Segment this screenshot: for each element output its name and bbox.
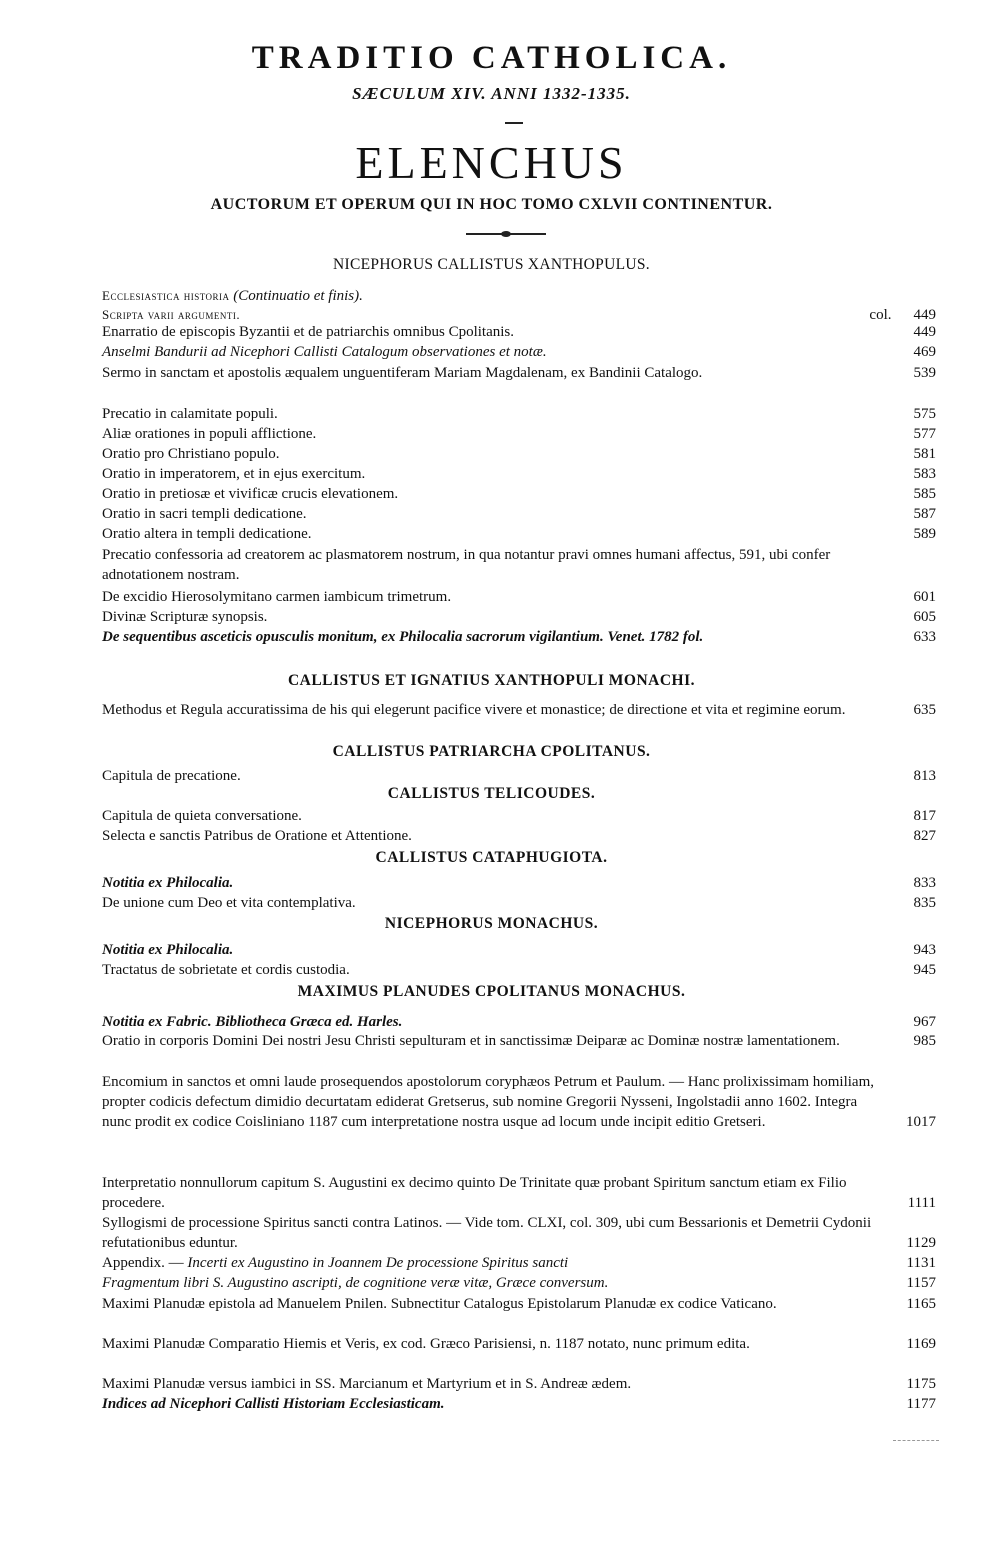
list-item: Syllogismi de processione Spiritus sancti contra Latinos. — Vide tom. CLXI, col. 309, ubi cum Bessarionis et Demetrii Cydonii refutationibus eduntur. 1129	[102, 1215, 936, 1251]
page-subheading: AUCTORUM ET OPERUM QUI IN HOC TOMO CXLVII CONTINENTUR.	[210, 196, 773, 213]
list-item: Methodus et Regula accuratissima de his qui elegerunt pacifice vivere et monastice; de directione et vita et regimine eorum. 635	[102, 702, 936, 718]
list-item: Anselmi Bandurii ad Nicephori Callisti Catalogum observationes et notæ. 469	[102, 344, 936, 360]
list-item: Interpretatio nonnullorum capitum S. Augustini ex decimo quinto De Trinitate quæ probant Spiritum sanctum etiam ex Filio procedere. 1111	[102, 1175, 936, 1211]
list-item: Indices ad Nicephori Callisti Historiam Ecclesiasticam. 1177	[102, 1396, 936, 1412]
list-item: Maximi Planudæ epistola ad Manuelem Pnilen. Subnectitur Catalogus Epistolarum Planudæ ex codice Vaticano. 1165	[102, 1296, 936, 1312]
list-item: Aliæ orationes in populi afflictione. 577	[102, 426, 936, 442]
list-item: Capitula de quieta conversatione. 817	[102, 808, 936, 824]
list-item: Divinæ Scripturæ synopsis. 605	[102, 609, 936, 625]
list-item: Tractatus de sobrietate et cordis custodia. 945	[102, 962, 936, 978]
list-item: De excidio Hierosolymitano carmen iambicum trimetrum. 601	[102, 589, 936, 605]
section-title: CALLISTUS CATAPHUGIOTA.	[375, 849, 608, 866]
list-item: Oratio in corporis Domini Dei nostri Jesu Christi sepulturam et in sanctissimæ Deiparæ ac Dominæ nostræ lamentationem. 985	[102, 1033, 936, 1049]
list-item: Appendix. — Incerti ex Augustino in Joannem De processione Spiritus sancti 1131	[102, 1255, 936, 1271]
section-title: NICEPHORUS MONACHUS.	[384, 915, 599, 932]
list-item: Precatio confessoria ad creatorem ac plasmatorem nostrum, in qua notantur pravi omnes humani affectus, 591, ubi confer adnotationem nostram.	[102, 547, 831, 583]
page-heading: ELENCHUS	[355, 137, 628, 188]
page-end-rule	[893, 1440, 939, 1442]
section-title: CALLISTUS ET IGNATIUS XANTHOPULI MONACHI.	[287, 672, 696, 689]
list-item: De sequentibus asceticis opusculis monitum, ex Philocalia sacrorum vigilantium. Venet. 1782 fol. 633	[102, 629, 936, 645]
ornament-divider	[466, 232, 546, 236]
list-item: Oratio pro Christiano populo. 581	[102, 446, 936, 462]
list-item: Precatio in calamitate populi. 575	[102, 406, 936, 422]
list-item: Notitia ex Fabric. Bibliotheca Græca ed. Harles. 967	[102, 1014, 936, 1030]
list-item: Maximi Planudæ Comparatio Hiemis et Veris, ex cod. Græco Parisiensi, n. 1187 notato, nunc primum edita. 1169	[102, 1336, 936, 1352]
section-title: CALLISTUS PATRIARCHA CPOLITANUS.	[332, 743, 651, 760]
list-item: De unione cum Deo et vita contemplativa. 835	[102, 895, 936, 911]
running-title: TRADITIO CATHOLICA.	[251, 40, 732, 76]
section-title: NICEPHORUS CALLISTUS XANTHOPULUS.	[333, 256, 650, 273]
list-item: Oratio in sacri templi dedicatione. 587	[102, 506, 936, 522]
list-item: Ecclesiastica historia (Continuatio et finis).	[102, 288, 363, 304]
list-item: Enarratio de episcopis Byzantii et de patriarchis omnibus Cpolitanis. 449	[102, 324, 936, 340]
list-item: Selecta e sanctis Patribus de Oratione et Attentione. 827	[102, 828, 936, 844]
section-title: MAXIMUS PLANUDES CPOLITANUS MONACHUS.	[297, 983, 686, 1000]
list-item: Sermo in sanctam et apostolis æqualem unguentiferam Mariam Magdalenam, ex Bandinii Catalogo. 539	[102, 365, 936, 381]
section-title: CALLISTUS TELICOUDES.	[387, 785, 596, 802]
list-item: Maximi Planudæ versus iambici in SS. Marcianum et Martyrium et in S. Andreæ ædem. 1175	[102, 1376, 936, 1392]
list-item: Fragmentum libri S. Augustino ascripti, de cognitione veræ vitæ, Græce conversum. 1157	[102, 1275, 936, 1291]
list-item: Oratio altera in templi dedicatione. 589	[102, 526, 936, 542]
list-item: Oratio in pretiosæ et vivificæ crucis elevationem. 585	[102, 486, 936, 502]
list-item: Notitia ex Philocalia. 833	[102, 875, 936, 891]
title-dash	[505, 122, 523, 124]
list-item: Encomium in sanctos et omni laude prosequendos apostolorum coryphæos Petrum et Paulum. — Hanc prolixissimam homiliam, propter codicis defectum dimidio decurtatam ediderat Gretserus, sub nomine Gregorii Nysseni, Ingolstadii anno 1602. Integra nunc prodit ex codice Coisliniano 1187 cum interpretatione nostra usque ad locum unde incipit editio Gretseri. 1017	[102, 1074, 936, 1130]
list-item: Oratio in imperatorem, et in ejus exercitum. 583	[102, 466, 936, 482]
century-subtitle: SÆCULUM XIV. ANNI 1332-1335.	[352, 84, 631, 103]
list-item: Notitia ex Philocalia. 943	[102, 942, 936, 958]
list-item: Scripta varii argumenti. col. 449	[102, 307, 936, 323]
list-item: Capitula de precatione. 813	[102, 768, 936, 784]
